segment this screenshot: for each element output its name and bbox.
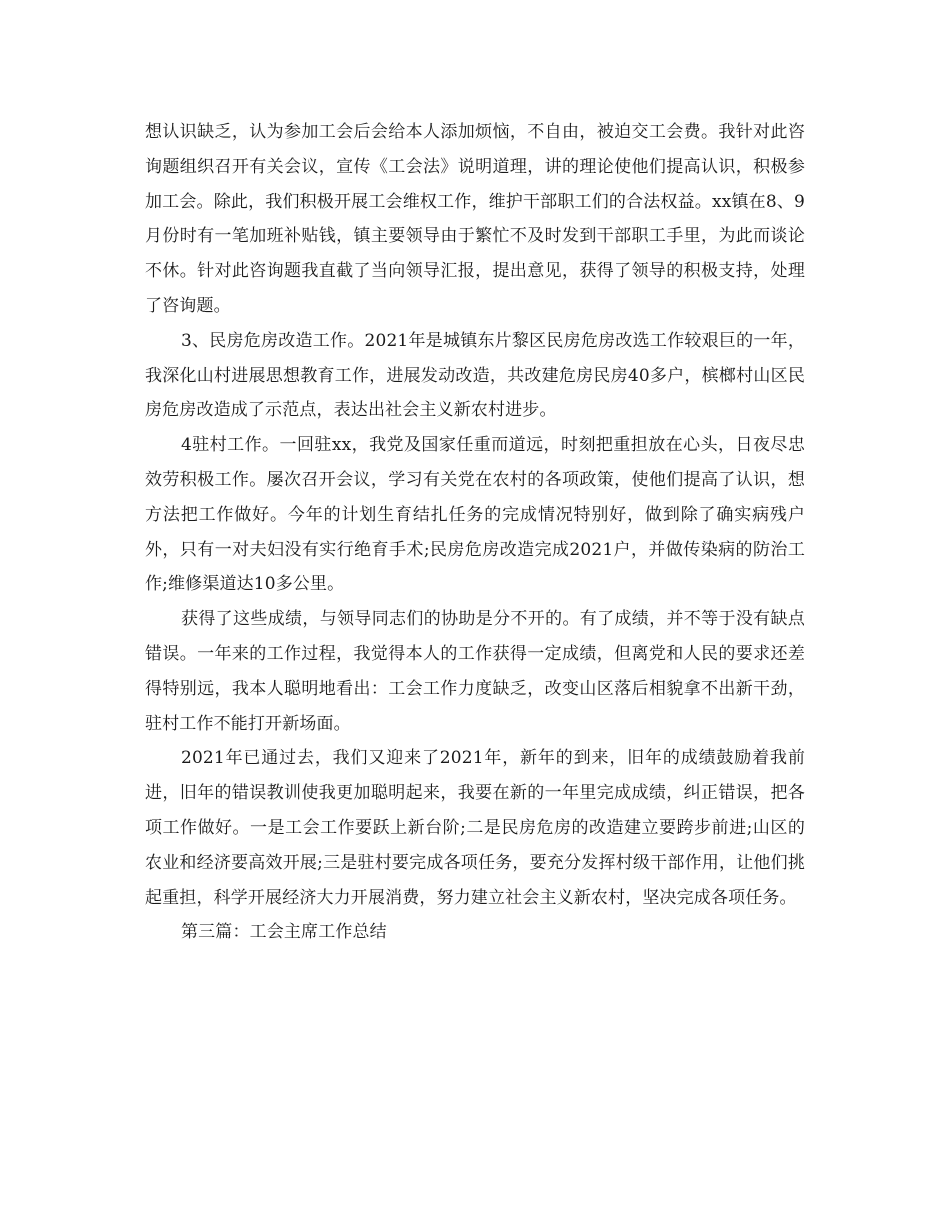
paragraph-achievements: 获得了这些成绩，与领导同志们的协助是分不开的。有了成绩，并不等于没有缺点错误。一年来的工作过程，我觉得本人的工作获得一定成绩，但离党和人民的要求还差得特别远，我本人聪明地看出：工会工作力度缺乏，改变山区落后相貌拿不出新干劲，驻村工作不能打开新场面。 bbox=[145, 609, 805, 734]
paragraph-continuation: 想认识缺乏，认为参加工会后会给本人添加烦恼，不自由，被迫交工会费。我针对此咨询题组织召开有关会议，宣传《工会法》说明道理，讲的理论使他们提高认识，积极参加工会。除此，我们积极开展工会维权工作，维护干部职工们的合法权益。xx镇在8、9月份时有一笔加班补贴钱，镇主要领导由于繁忙不及时发到干部职工手里，为此而谈论不休。针对此咨询题我直截了当向领导汇报，提出意见，获得了领导的积极支持，处理了咨询题。 bbox=[145, 122, 805, 316]
section-heading: 第三篇：工会主席工作总结 bbox=[181, 922, 387, 943]
paragraph-housing-renovation: 3、民房危房改造工作。2021年是城镇东片黎区民房危房改选工作较艰巨的一年，我深化山村进展思想教育工作，进展发动改造，共改建危房民房40多户，槟榔村山区民房危房改造成了示范点，表达出社会主义新农村进步。 bbox=[145, 330, 805, 421]
paragraph-village-work: 4驻村工作。一回驻xx，我党及国家任重而道远，时刻把重担放在心头，日夜尽忠效劳积极工作。屡次召开会议，学习有关党在农村的各项政策，使他们提高了认识，想方法把工作做好。今年的计划生育结扎任务的完成情况特别好，做到除了确实病残户外，只有一对夫妇没有实行绝育手术;民房危房改造完成2021户，并做传染病的防治工作;维修渠道达10多公里。 bbox=[145, 435, 805, 595]
paragraph-new-year-plan: 2021年已通过去，我们又迎来了2021年，新年的到来，旧年的成绩鼓励着我前进，旧年的错误教训使我更加聪明起来，我要在新的一年里完成成绩，纠正错误，把各项工作做好。一是工会工作要跃上新台阶;二是民房危房的改造建立要跨步前进;山区的农业和经济要高效开展;三是驻村要完成各项任务，要充分发挥村级干部作用，让他们挑起重担，科学开展经济大力开展消费，努力建立社会主义新农村，坚决完成各项任务。 bbox=[145, 748, 805, 908]
document-body bbox=[145, 115, 805, 950]
